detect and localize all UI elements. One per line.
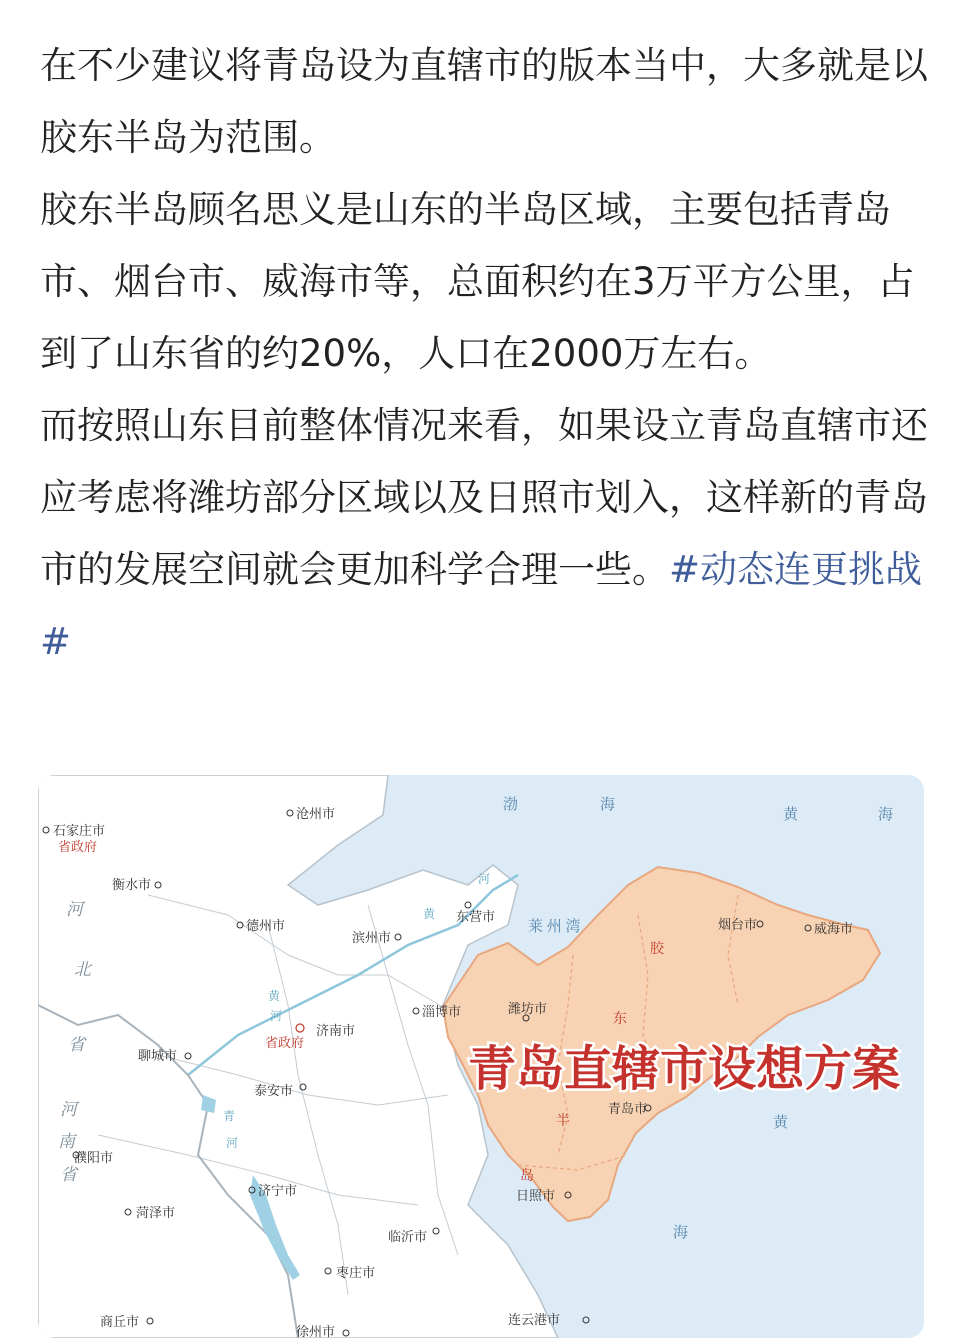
sea-label-huang: 黄 [773,1115,789,1131]
province-label-he: 河 [60,1100,77,1119]
map-image[interactable] [38,775,924,1338]
article-paragraph-3-text: 而按照山东目前整体情况来看，如果设立青岛直辖市还应考虑将潍坊部分区域以及日照市划入，这样新的青岛市的发展空间就会更加科学合理一些。 [40,404,928,591]
river-label: 河 [270,1009,283,1023]
city-marker-qingdao [608,1101,651,1116]
svg-text:潍坊市: 潍坊市 [508,1001,548,1016]
svg-text:东营市: 东营市 [456,909,496,924]
map-headline: 青岛直辖市设想方案 [468,1041,901,1097]
province-label-sheng: 省 [68,1035,85,1054]
sea-label-bo: 渤 [503,797,519,813]
article-paragraph-2: 胶东半岛顾名思义是山东的半岛区域，主要包括青岛市、烟台市、威海市等，总面积约在3万平方公里，占到了山东省的约20%，人口在2000万左右。 [40,188,915,375]
sea-label-hai: 海 [600,797,616,813]
peninsula-label-dong: 东 [613,1012,627,1027]
svg-text:烟台市: 烟台市 [718,917,758,932]
river-label: 黄 [268,989,281,1003]
province-label-bei: 北 [74,960,91,979]
svg-text:威海市: 威海市 [814,921,854,936]
svg-text:菏泽市: 菏泽市 [136,1205,176,1220]
svg-text:省政府: 省政府 [265,1035,305,1050]
svg-text:濮阳市: 濮阳市 [74,1150,114,1165]
article-paragraph-1: 在不少建议将青岛设为直辖市的版本当中，大多就是以胶东半岛为范围。 [40,44,928,159]
sea-label-hai: 海 [673,1225,689,1241]
peninsula-label-ban: 半 [556,1114,570,1129]
svg-text:连云港市: 连云港市 [508,1312,561,1327]
svg-text:省政府: 省政府 [58,839,98,854]
svg-text:沧州市: 沧州市 [296,806,336,821]
province-label-nan: 南 [58,1132,75,1151]
city-marker-puyang [73,1150,113,1165]
sea-label-laizhouwan: 莱 州 湾 [528,919,581,935]
article-text [40,30,930,678]
svg-text:淄博市: 淄博市 [422,1004,462,1019]
shandong-map [38,775,924,1338]
river-label: 河 [478,872,491,886]
sea-label-huang: 黄 [783,807,799,823]
svg-text:济南市: 济南市 [316,1023,356,1038]
svg-text:滨州市: 滨州市 [352,930,392,945]
sea-label-hai: 海 [878,807,894,823]
svg-text:徐州市: 徐州市 [296,1324,336,1338]
river-label: 黄 [423,907,436,921]
hashtag-link[interactable]: #动态连更挑战# [40,548,923,663]
river-label: 青 [223,1109,236,1123]
province-label-he: 河 [66,900,83,919]
svg-text:枣庄市: 枣庄市 [336,1265,376,1280]
svg-text:青岛市: 青岛市 [608,1101,648,1116]
svg-text:泰安市: 泰安市 [254,1083,294,1098]
province-label-sheng: 省 [60,1165,77,1184]
article-paragraph-3 [40,390,930,678]
svg-text:聊城市: 聊城市 [138,1048,178,1063]
svg-text:衡水市: 衡水市 [112,877,152,892]
city-marker-yantai [718,917,763,932]
svg-text:德州市: 德州市 [246,918,286,933]
peninsula-label-jiao: 胶 [650,942,664,957]
svg-text:济宁市: 济宁市 [258,1183,298,1198]
svg-text:临沂市: 临沂市 [388,1229,428,1244]
svg-text:石家庄市: 石家庄市 [53,823,106,838]
svg-text:商丘市: 商丘市 [100,1314,140,1329]
peninsula-label-dao: 岛 [520,1169,534,1184]
svg-text:日照市: 日照市 [516,1188,556,1203]
river-label: 河 [226,1136,239,1150]
